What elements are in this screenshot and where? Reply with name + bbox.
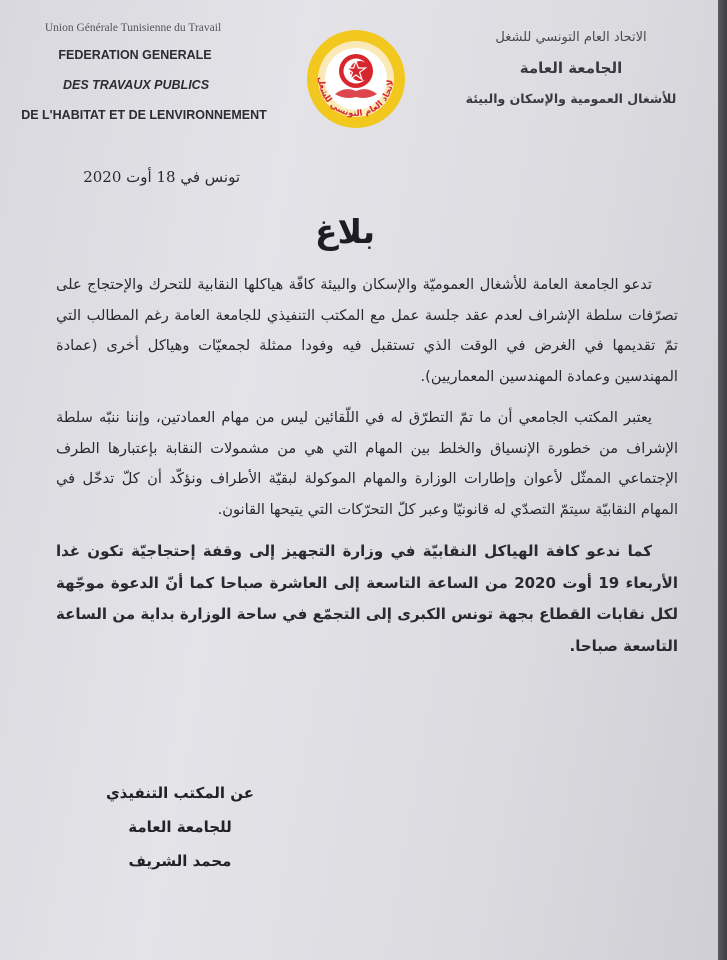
paragraph-3: كما ندعو كافة الهياكل النقابيّة في وزارة التجهيز إلى وقفة إحتجاجيّة تكون غدا الأربعاء 19 أوت 2020 من الساعة التاسعة إلى العاشرة صباحا كما أنّ الدعوة موجّهة لكل نقابات القطاع بجهة تونس الكبرى إلى التجمّع في ساحة الوزارة بداية من الساعة التاسعة صباحا. [56, 542, 678, 655]
header-arabic [465, 30, 677, 106]
header-fr-habitat: DE L'HABITAT ET DE LENVIRONNEMENT [21, 108, 267, 122]
header-fr-travaux-publics: DES TRAVAUX PUBLICS [62, 78, 210, 92]
signature-federation: للجامعة العامة [128, 818, 232, 836]
logo-text: لاتحاد العام التونسي للشغل [315, 76, 397, 120]
header-french [18, 22, 268, 122]
paragraph-2: يعتبر المكتب الجامعي أن ما تمّ التطرّق له في اللّقائين ليس من مهام العمادتين، وإننا ننبّه سلطة الإشراف من خطورة الإنسياق والخلط بين المهام التي هي من مشمولات النقابة بإعتبارها الطرف الإجتماعي الممثّل لأعوان وإطارات الوزارة والمهام الموكولة لبقيّة الأطراف ونؤكّد أن كلّ تدخّل في المهام النقابيّة سيتمّ التصدّي له قانونيّا وعبر كلّ التحرّكات التي يتيحها القانون. [56, 409, 678, 518]
header-fr-federation: FEDERATION GENERALE [58, 48, 212, 62]
header-ar-union: الاتحاد العام التونسي للشغل [495, 30, 647, 45]
header-ar-federation: الجامعة العامة [519, 59, 623, 77]
document-title: بلاغ [315, 212, 375, 251]
header-ar-sector: للأشغال العمومية والإسكان والبيئة [465, 91, 677, 106]
signature-name: محمد الشريف [128, 852, 232, 870]
document-body [56, 270, 678, 673]
signature-block [80, 784, 280, 886]
document-date: تونس في 18 أوت 2020 [83, 168, 240, 186]
signature-office: عن المكتب التنفيذي [105, 784, 255, 802]
ugtt-logo [305, 28, 407, 130]
paragraph-1: تدعو الجامعة العامة للأشغال العموميّة والإسكان والبيئة كافّة هياكلها النقابية للتحرك والإحتجاج على تصرّفات سلطة الإشراف لعدم عقد جلسة عمل مع المكتب التنفيذي للجامعة العامة رغم المطالب التي تمّ تقديمها في الغرض في الوقت الذي تستقبل فيه وفودا ممثلة لجمعيّات وهياكل أخرى (عمادة المهندسين وعمادة المهندسين المعماريين). [56, 276, 678, 385]
header-fr-union: Union Générale Tunisienne du Travail [44, 22, 222, 34]
background-edge [718, 0, 727, 960]
